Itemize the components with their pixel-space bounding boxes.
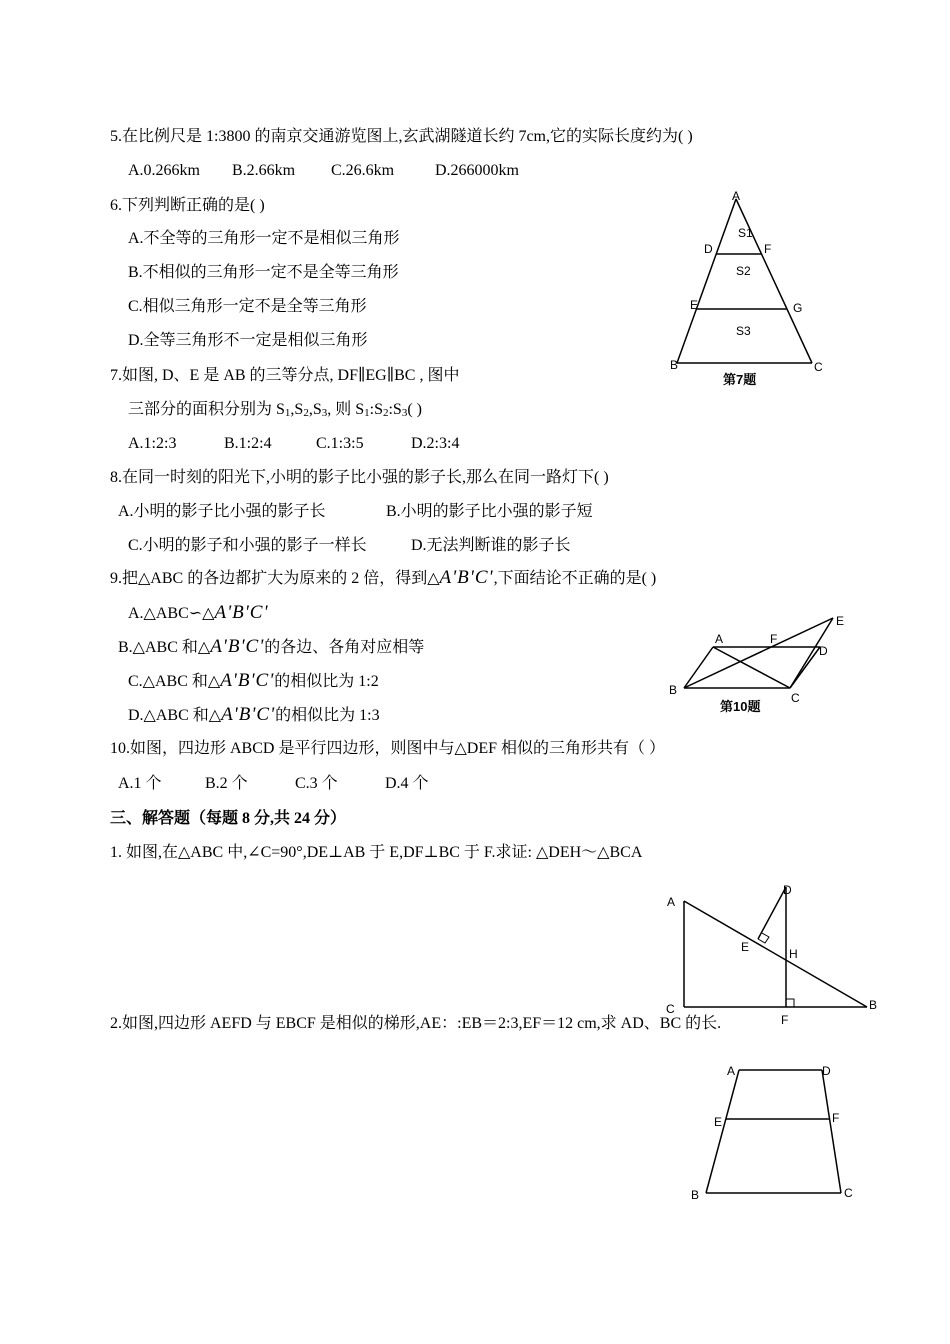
q10-option-b: B.2 个 <box>205 775 248 792</box>
q10-label-f: F <box>770 632 778 646</box>
q9-text: D.△ABC 和△ <box>128 707 222 724</box>
q9-text: 的相似比为 1:3 <box>275 707 380 724</box>
q7-label-b: B <box>670 358 679 372</box>
p2-label-e: E <box>714 1115 723 1129</box>
q7-text: 三部分的面积分别为 S <box>128 401 285 418</box>
q10-diagonal-ac <box>713 647 790 688</box>
q7-options <box>128 434 459 454</box>
q9-stem-text: ,下面结论不正确的是( ) <box>493 570 657 587</box>
q7-text: ( ) <box>407 401 422 418</box>
q7-text: , 则 S <box>327 401 365 418</box>
q7-label-s3: S3 <box>736 324 751 338</box>
problem1-stem: 1. 如图,在△ABC 中,∠C=90°,DE⊥AB 于 E,DF⊥BC 于 F.求证: △DEH～△BCA <box>110 844 643 861</box>
q9-stem-text: 9.把△ABC 的各边都扩大为原来的 2 倍，得到△ <box>110 570 440 587</box>
q7-side-ac <box>736 199 812 363</box>
q5-options <box>128 161 519 181</box>
q7-sub: 2 <box>382 407 389 419</box>
q7-label-s1: S1 <box>738 226 753 240</box>
q6-option-b: B.不相似的三角形一定不是全等三角形 <box>128 264 399 281</box>
q9-text: C.△ABC 和△ <box>128 673 221 690</box>
p1-segment-de <box>758 887 786 939</box>
q7-sub: 2 <box>303 407 309 419</box>
p1-label-h: H <box>789 947 798 961</box>
q7-label-d: D <box>704 242 713 256</box>
q7-option-b: B.1:2:4 <box>224 435 272 452</box>
section-heading: 三、解答题（每题 8 分,共 24 分） <box>110 810 347 827</box>
p2-label-d: D <box>822 1064 831 1078</box>
q6-option-c: C.相似三角形一定不是全等三角形 <box>128 298 367 315</box>
q9-text: 的相似比为 1:2 <box>274 673 379 690</box>
q10-figure <box>660 610 860 720</box>
q10-label-c: C <box>791 691 800 705</box>
problem1-figure <box>660 875 890 1030</box>
q9-prime-triangle: A'B'C' <box>221 704 276 725</box>
q7-text: :S <box>388 401 402 418</box>
q7-text: ,S <box>308 401 322 418</box>
q5-option-b: B.2.66km <box>232 162 296 179</box>
q8-option-b: B.小明的影子比小强的影子短 <box>386 503 593 520</box>
q7-stem: 7.如图, D、E 是 AB 的三等分点, DF∥EG∥BC , 图中 <box>110 367 460 384</box>
q10-label-e: E <box>836 614 845 628</box>
q8-option-d: D.无法判断谁的影子长 <box>411 537 571 554</box>
q9-option-a <box>128 603 269 624</box>
q5-option-d: D.266000km <box>435 162 519 179</box>
problem2-figure <box>680 1058 870 1208</box>
q7-figure <box>660 185 840 390</box>
q9-option-d <box>128 705 380 726</box>
p1-label-c: C <box>666 1002 675 1016</box>
q9-text: 的各边、各角对应相等 <box>264 639 425 656</box>
q10-label-d: D <box>819 644 828 658</box>
p2-side-dc <box>822 1070 841 1193</box>
q5-stem: 5.在比例尺是 1:3800 的南京交通游览图上,玄武湖隧道长约 7cm,它的实际长度约为( ) <box>110 128 693 145</box>
q7-label-f: F <box>764 242 772 256</box>
q9-text: B.△ABC 和△ <box>118 639 211 656</box>
q7-option-a: A.1:2:3 <box>128 435 177 452</box>
p2-label-a: A <box>727 1064 736 1078</box>
q9-prime-triangle: A'B'C' <box>210 636 265 657</box>
q7-text: ,S <box>290 401 304 418</box>
problem2-stem: 2.如图,四边形 AEFD 与 EBCF 是相似的梯形,AE：:EB＝2:3,EF＝12 cm,求 AD、BC 的长. <box>110 1015 722 1032</box>
q8-option-a: A.小明的影子比小强的影子长 <box>118 503 326 520</box>
p2-label-f: F <box>832 1111 840 1125</box>
p1-label-d: D <box>783 883 792 897</box>
q10-stem: 10.如图，四边形 ABCD 是平行四边形，则图中与△DEF 相似的三角形共有（ ） <box>110 740 665 757</box>
q9-prime-triangle: A'B'C' <box>220 670 275 691</box>
q7-stem-line2 <box>128 400 422 420</box>
p2-label-c: C <box>844 1186 853 1200</box>
q6-stem: 6.下列判断正确的是( ) <box>110 197 265 214</box>
q10-options <box>118 774 429 794</box>
q9-stem <box>110 568 656 589</box>
q7-label-c: C <box>814 360 823 374</box>
q7-label-s2: S2 <box>736 264 751 278</box>
q6-option-d: D.全等三角形不一定是相似三角形 <box>128 332 368 349</box>
q10-label-b: B <box>669 683 678 697</box>
q9-text: A.△ABC∽△ <box>128 605 215 622</box>
q9-prime-triangle: A'B'C' <box>214 602 269 623</box>
q7-sub: 3 <box>321 407 328 419</box>
q7-option-c: C.1:3:5 <box>316 435 364 452</box>
p1-label-f: F <box>781 1013 789 1027</box>
q7-sub: 1 <box>284 407 291 419</box>
q7-label-g: G <box>793 301 803 315</box>
q7-option-d: D.2:3:4 <box>411 435 460 452</box>
q10-option-d: D.4 个 <box>385 775 429 792</box>
q6-option-a: A.不全等的三角形一定不是相似三角形 <box>128 230 400 247</box>
q10-caption: 第10题 <box>720 699 761 714</box>
q7-label-a: A <box>732 189 741 203</box>
q7-text: :S <box>369 401 383 418</box>
q10-label-a: A <box>715 632 724 646</box>
q7-caption: 第7题 <box>723 372 757 387</box>
p1-label-e: E <box>741 940 750 954</box>
p2-label-b: B <box>691 1188 700 1202</box>
p1-right-angle-f <box>786 999 794 1007</box>
q9-option-b <box>118 637 424 658</box>
q5-option-a: A.0.266km <box>128 162 200 179</box>
q7-sub: 3 <box>401 407 408 419</box>
p1-label-b: B <box>869 998 878 1012</box>
q10-option-c: C.3 个 <box>295 775 338 792</box>
p1-side-ab <box>684 901 867 1007</box>
p2-side-ab <box>706 1070 739 1193</box>
q9-prime-triangle: A'B'C' <box>439 567 494 588</box>
q7-label-e: E <box>690 298 699 312</box>
q7-sub: 1 <box>364 407 370 419</box>
q8-stem: 8.在同一时刻的阳光下,小明的影子比小强的影子长,那么在同一路灯下( ) <box>110 469 609 486</box>
p1-label-a: A <box>667 895 676 909</box>
q9-option-c <box>128 671 379 692</box>
q10-option-a: A.1 个 <box>118 775 162 792</box>
q8-option-c: C.小明的影子和小强的影子一样长 <box>128 537 367 554</box>
q7-side-ab <box>677 199 736 363</box>
q5-option-c: C.26.6km <box>331 162 395 179</box>
